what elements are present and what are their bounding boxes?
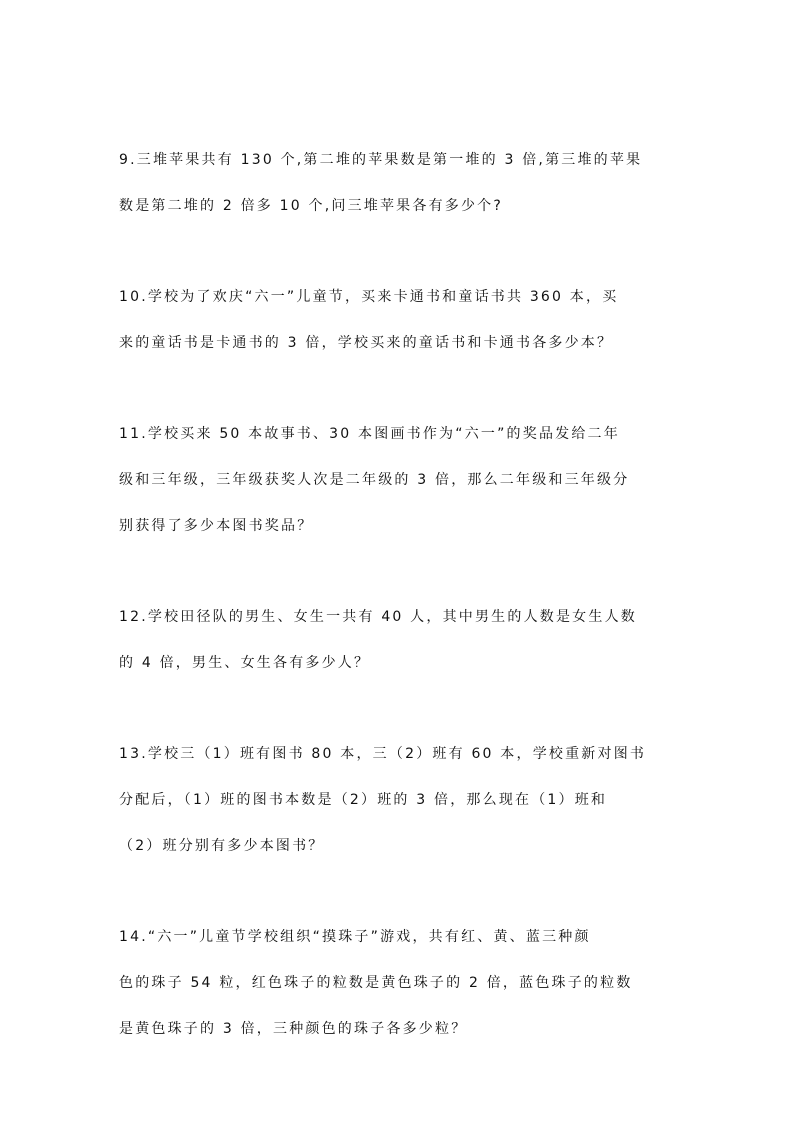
problem-line: 别获得了多少本图书奖品？ bbox=[119, 518, 314, 534]
problem-line: 10.学校为了欢庆“六一”儿童节，买来卡通书和童话书共 360 本，买 bbox=[119, 289, 619, 305]
problem-line: 是黄色珠子的 3 倍，三种颜色的珠子各多少粒？ bbox=[119, 1021, 468, 1037]
problem-line: 分配后，（1）班的图书本数是（2）班的 3 倍，那么现在（1）班和 bbox=[119, 792, 608, 808]
problem-list bbox=[119, 146, 679, 1106]
problem-line: 9.三堆苹果共有 130 个,第二堆的苹果数是第一堆的 3 倍,第三堆的苹果 bbox=[119, 152, 643, 168]
problem-10 bbox=[119, 283, 679, 375]
problem-line: 14.“六一”儿童节学校组织“摸珠子”游戏，共有红、黄、蓝三种颜 bbox=[119, 929, 591, 945]
problem-line: 11.学校买来 50 本故事书、30 本图画书作为“六一”的奖品发给二年 bbox=[119, 426, 620, 442]
problem-line: （2）班分别有多少本图书？ bbox=[119, 838, 325, 854]
problem-13 bbox=[119, 740, 679, 878]
problem-12 bbox=[119, 603, 679, 695]
problem-11 bbox=[119, 420, 679, 558]
problem-line: 来的童话书是卡通书的 3 倍，学校买来的童话书和卡通书各多少本？ bbox=[119, 335, 614, 351]
problem-line: 的 4 倍，男生、女生各有多少人？ bbox=[119, 655, 371, 671]
problem-line: 数是第二堆的 2 倍多 10 个,问三堆苹果各有多少个? bbox=[119, 198, 504, 214]
problem-line: 13.学校三（1）班有图书 80 本，三（2）班有 60 本，学校重新对图书 bbox=[119, 746, 647, 762]
problem-14 bbox=[119, 923, 679, 1061]
problem-9 bbox=[119, 146, 679, 238]
problem-line: 级和三年级，三年级获奖人次是二年级的 3 倍，那么二年级和三年级分 bbox=[119, 472, 630, 488]
problem-line: 色的珠子 54 粒，红色珠子的粒数是黄色珠子的 2 倍，蓝色珠子的粒数 bbox=[119, 975, 633, 991]
problem-line: 12.学校田径队的男生、女生一共有 40 人，其中男生的人数是女生人数 bbox=[119, 609, 637, 625]
